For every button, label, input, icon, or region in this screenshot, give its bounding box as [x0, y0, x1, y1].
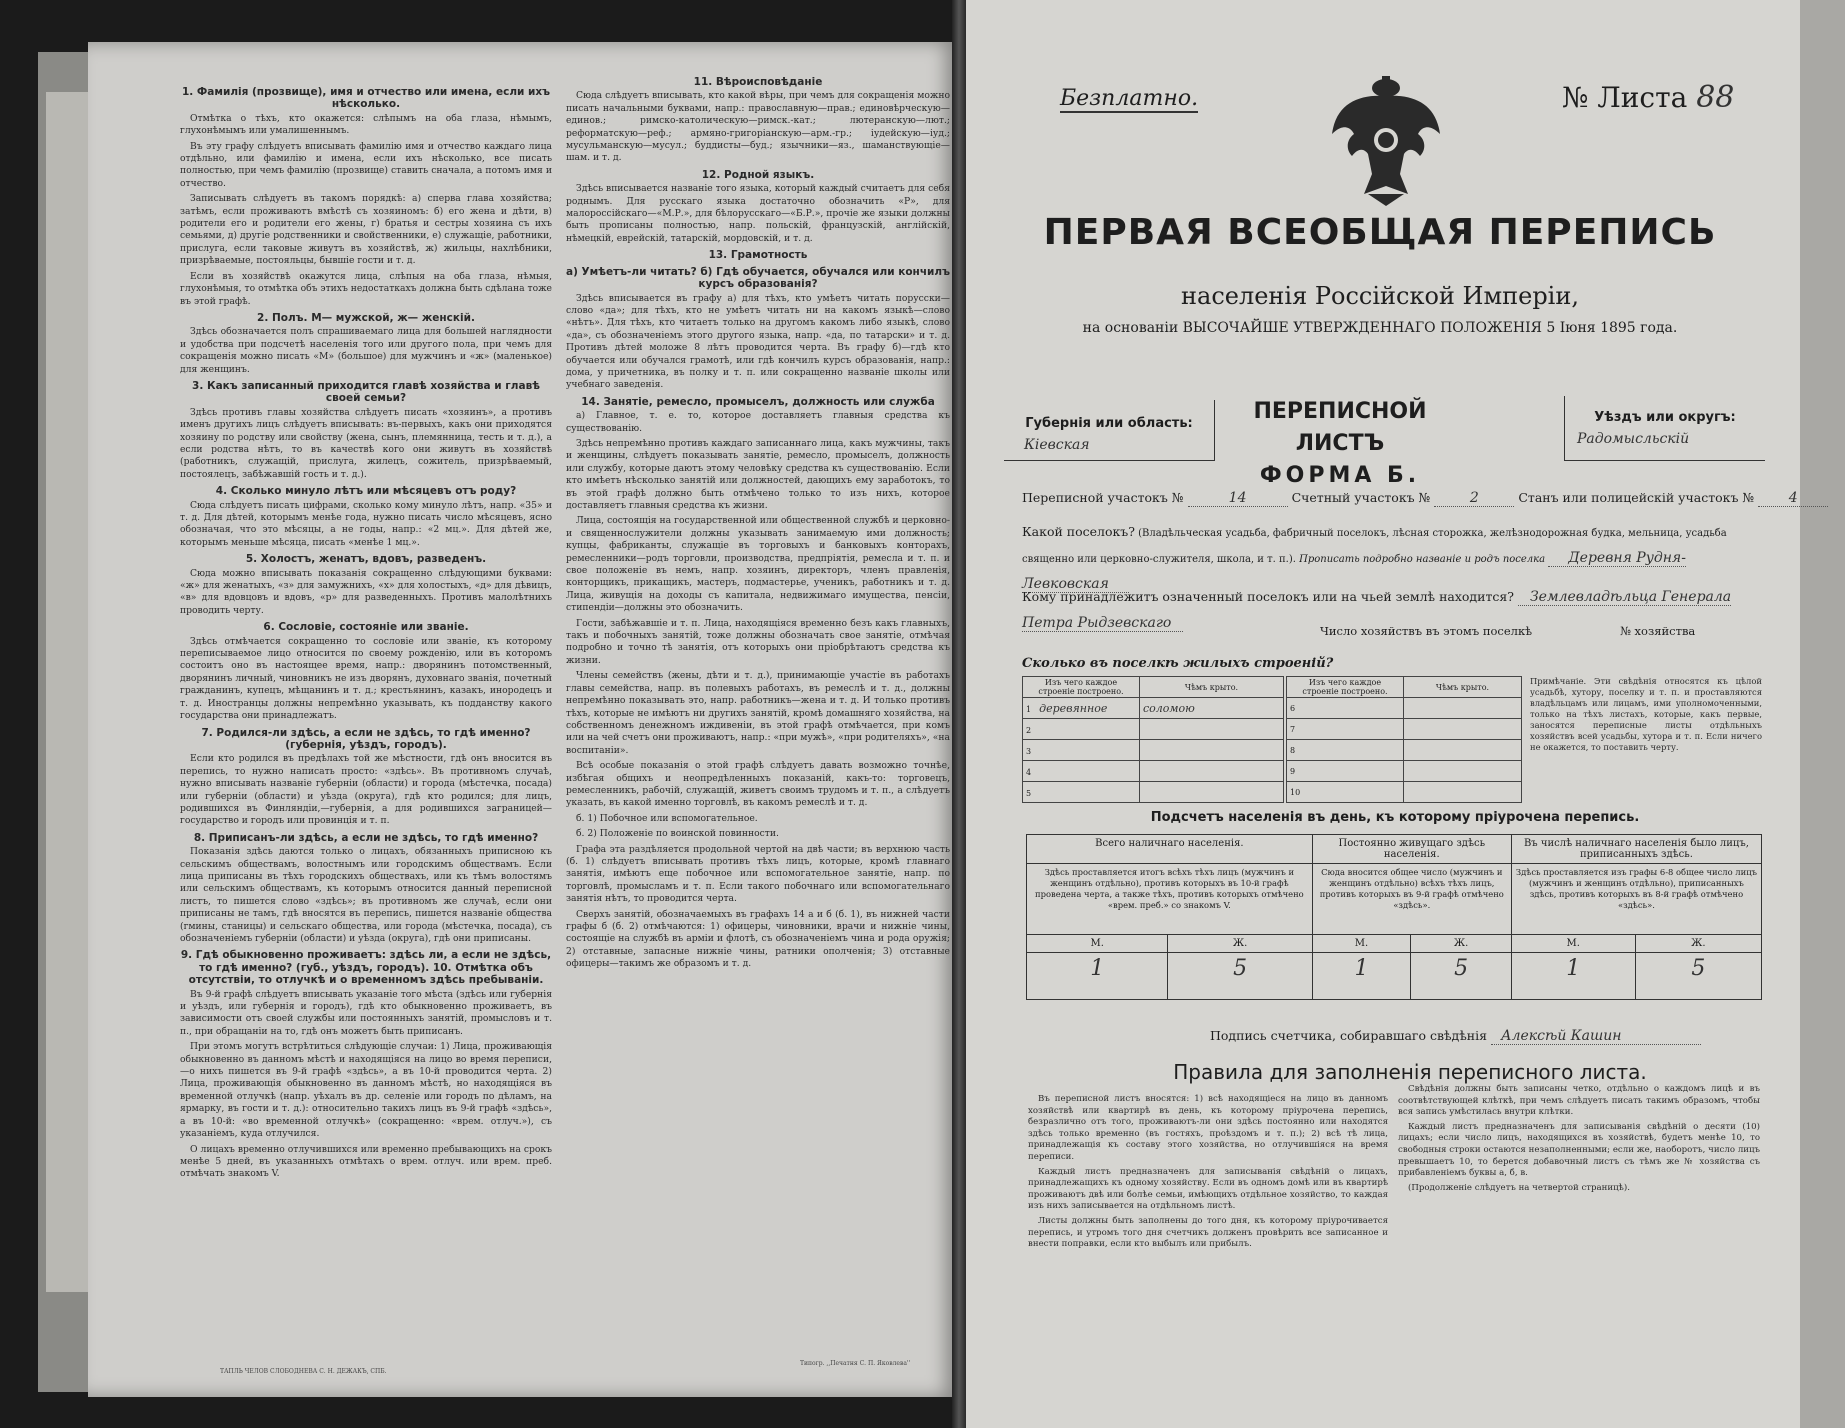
- pop-col-description: Сюда вносится общее число (мужчинъ и женщинъ отдѣльно) всѣхъ тѣхъ лицъ, противъ которыхъ въ 9-й графѣ отмѣчено «здѣсь».: [1312, 864, 1511, 935]
- table-header: [1027, 835, 1762, 864]
- paragraph: Сюда слѣдуетъ вписывать, кто какой вѣры, при чемъ для сокращенія можно писать начальными буквами, напр.: православную—прав.; единовѣрческую—единов.; римско-католическую—римск.-кат.; лютеранскую—лют.; реформатскую—реф.; армяно-григоріанскую—арм.-гр.; іудейскую—іуд.; мусульманскую—мусул.; буддисты—буд.; язычники—яз., шаманствующіе—шам. и т. д.: [566, 90, 950, 164]
- building-kind-cell[interactable]: [1023, 782, 1140, 803]
- instructions-column-b: [566, 72, 950, 974]
- gubernia-label: Губернія или область:: [1025, 416, 1193, 431]
- count-district-value[interactable]: 2: [1434, 490, 1514, 507]
- paragraph: Отмѣтка о тѣхъ, кто окажется: слѣпымъ на оба глаза, нѣмымъ, глухонѣмымъ или умалишеннымъ.: [180, 112, 552, 137]
- police-value[interactable]: 4: [1758, 490, 1828, 507]
- building-kind-cell[interactable]: [1023, 698, 1140, 719]
- form-title-line-2: ФОРМА Б.: [1259, 463, 1421, 488]
- female-count[interactable]: 5: [1411, 953, 1512, 1000]
- building-roof-cell[interactable]: [1404, 782, 1522, 803]
- paragraph: Здѣсь вписывается въ графу а) для тѣхъ, кто умѣетъ читать порусски—слово «да»; для тѣхъ, кто не умѣетъ читать ни на какомъ языкѣ—слово «нѣтъ». Для тѣхъ, кто читаетъ только на другомъ какомъ либо языкѣ, слово «да», съ обозначеніемъ этого другого языка, напр. «да, по татарски» и т. д. Противъ дѣтей моложе 8 лѣтъ проводится черта. Въ графу б)—гдѣ кто обучается или обучался грамотѣ, или гдѣ кончилъ курсъ образованія, напр.: дома, у причетника, въ полку и т. п. или сокращенно названіе школы или учебнаго заведенія.: [566, 292, 950, 391]
- row-number: 7: [1290, 724, 1296, 734]
- section-heading: 5. Холостъ, женатъ, вдовъ, разведенъ.: [245, 553, 487, 566]
- section-heading: 1. Фамилія (прозвище), имя и отчество или имена, если ихъ нѣсколько.: [181, 86, 551, 111]
- table-row: [1287, 740, 1522, 761]
- male-count[interactable]: 1: [1312, 953, 1411, 1000]
- building-kind-cell[interactable]: [1023, 740, 1140, 761]
- uezd-box: [1564, 396, 1765, 461]
- paragraph: Гости, забѣжавшіе и т. п. Лица, находящіяся временно безъ какъ главныхъ, такъ и побочныхъ занятій, тоже должны обозначать свое занятіе, отмѣчая подробно и точно тѣ занятія, отъ которыхъ они пріобрѣтаютъ средства къ жизни.: [566, 617, 950, 666]
- paragraph: Здѣсь обозначается полъ спрашиваемаго лица для большей наглядности и удобства при подсчетѣ населенія того или другого пола, при чемъ для сокращенія можно писать «М» (большое) для мужчинъ и «ж» (маленькое) для женщинъ.: [180, 326, 552, 375]
- building-roof-cell[interactable]: [1140, 719, 1284, 740]
- book-spine: [952, 0, 966, 1428]
- census-district-value[interactable]: 14: [1188, 490, 1288, 507]
- building-roof-cell[interactable]: [1140, 761, 1284, 782]
- building-kind-cell[interactable]: [1023, 761, 1140, 782]
- table-row: [1027, 935, 1762, 953]
- male-count[interactable]: 1: [1027, 953, 1168, 1000]
- sheet-number-handwritten: 88: [1696, 80, 1735, 115]
- rule-paragraph: Каждый листъ предназначенъ для записыванія свѣдѣній о лицахъ, принадлежащихъ къ одному хозяйству. Если въ одномъ домѣ или въ квартирѣ проживаютъ двѣ или болѣе семьи, имѣющихъ отдѣльное хозяйство, то каждая изъ нихъ записывается на отдѣльномъ листѣ.: [1028, 1166, 1388, 1212]
- section-heading: 8. Приписанъ-ли здѣсь, а если не здѣсь, то гдѣ именно?: [193, 831, 539, 844]
- paragraph: Сюда можно вписывать показанія сокращенно слѣдующими буквами: «ж» для женатыхъ, «з» для замужнихъ, «х» для холостыхъ, «д» для дѣвицъ, «в» для вдовцовъ и вдовъ, «р» для разведенныхъ. Противъ малолѣтнихъ проводить черту.: [180, 567, 552, 616]
- row-number: 6: [1290, 703, 1296, 713]
- paragraph: Здѣсь отмѣчается сокращенно то сословіе или званіе, къ которому переписываемое лицо относится по своему рожденію, или въ которомъ состоитъ оно въ настоящее время, напр.: дворянинъ потомственный, дворянинъ личный, чиновникъ не изъ дворянъ, духовнаго званія, почетный гражданинъ, купецъ, мѣщанинъ и т. д.; крестьянинъ, казакъ, инородецъ и т. д. Иностранцы должны непремѣнно указывать, къ подданству какого государства они принадлежатъ.: [180, 635, 552, 722]
- building-roof-cell[interactable]: [1140, 782, 1284, 803]
- paragraph: Здѣсь непремѣнно противъ каждаго записаннаго лица, какъ мужчины, такъ и женщины, слѣдуетъ показывать занятіе, ремесло, промыселъ, должность или службу, которые даютъ этому человѣку средства къ существованію. Если кто имѣетъ нѣсколько занятій или должностей, дающихъ ему заработокъ, то въ этой графѣ должно быть отмѣчено только то изъ нихъ, которое доставляетъ главныя средства къ жизни.: [566, 437, 950, 511]
- gubernia-box: [1004, 400, 1215, 461]
- uezd-value[interactable]: Радомысльскій: [1577, 431, 1690, 447]
- table-row: [1287, 782, 1522, 803]
- settlement-instruction: Прописать подробно названіе и родъ поселка: [1299, 554, 1546, 565]
- rules-right-column: [1398, 1084, 1760, 1197]
- rule-paragraph: (Продолженіе слѣдуетъ на четвертой страницѣ).: [1408, 1182, 1630, 1193]
- form-title: [1210, 396, 1470, 492]
- building-roof-cell[interactable]: [1404, 740, 1522, 761]
- pop-col-heading: Въ числѣ наличнаго населенія было лицъ, приписанныхъ здѣсь.: [1511, 835, 1761, 864]
- paragraph: а) Главное, т. е. то, которое доставляетъ главныя средства къ существованію.: [566, 410, 950, 434]
- male-label: М.: [1511, 935, 1635, 953]
- row-number: 9: [1290, 766, 1296, 776]
- sheet-number-label: № Листа: [1562, 81, 1688, 114]
- household-no-label: № хозяйства: [1620, 624, 1696, 638]
- printer-imprint-a: ТАПЛЬ ЧЕЛОВ СЛОБОДНЕВА С. Н. ДЕЖАКЪ, СПБ.: [220, 1368, 387, 1375]
- pop-col-heading: Постоянно живущаго здѣсь населенія.: [1312, 835, 1511, 864]
- paragraph: Здѣсь вписывается названіе того языка, который каждый считаетъ для себя роднымъ. Для русскаго языка достаточно обозначить «Р», для малороссійскаго—«М.Р.», для бѣлорусскаго—«Б.Р.», прочіе же языки должны быть прописаны полностью, напр. польскій, французскій, англійскій, нѣмецкій, еврейскій, татарскій, мордовскій, и т. д.: [566, 183, 950, 244]
- table-row: [1287, 698, 1522, 719]
- female-count[interactable]: 5: [1635, 953, 1761, 1000]
- paragraph: Показанія здѣсь даются только о лицахъ, обязанныхъ приписною къ сельскимъ обществамъ, волостнымъ или городскимъ обществамъ. Если лица приписаны въ тѣхъ городскихъ обществахъ, или къ тѣмъ волостямъ или сельскимъ обществамъ, къ которымъ относится данный переписной листъ, то пишется слово «здѣсь»; въ противномъ же случаѣ, если они приписаны не тамъ, гдѣ вносятся въ перепись, пишется названіе общества (гмины, станицы) и сельскаго общества, или города (мѣстечка, посада), съ обозначеніемъ губерніи (области) и уѣзда (округа), гдѣ они приписаны.: [180, 846, 552, 944]
- building-roof-cell[interactable]: [1404, 761, 1522, 782]
- paragraph: Лица, состоящія на государственной или общественной службѣ и церковно-и священнослужители должны указывать занимаемую ими должность; купцы, фабриканты, служащіе въ торговыхъ и банковыхъ конторахъ, ремесленники—родъ торговли, производства, предпріятія, ремесла и т. п. и свое положеніе въ немъ, напр. хозяинъ, директоръ, членъ правленія, конторщикъ, прикащикъ, мастеръ, подмастерье, ученикъ, работникъ и т. д. Лица, живущія на доходы съ капитала, недвижимаго имущества, пенсіи, стипендіи—должны это обозначить.: [566, 515, 950, 614]
- imperial-eagle-emblem: [1328, 74, 1444, 206]
- section-heading: 14. Занятіе, ремесло, промыселъ, должность или служба: [581, 395, 935, 408]
- printer-imprint-b: Типогр. ,,Печатня С. П. Яковлева'': [800, 1360, 911, 1367]
- buildings-label: Сколько въ поселкѣ жилыхъ строеній?: [1022, 656, 1334, 671]
- building-roof-cell[interactable]: [1404, 698, 1522, 719]
- paragraph: Ο лицахъ временно отлучившихся или временно пребывающихъ на срокъ менѣе 5 дней, въ указанныхъ отмѣтахъ о врем. отлуч. или врем. преб. отмѣчать знакомъ V.: [180, 1143, 552, 1180]
- row-number: 4: [1026, 767, 1032, 777]
- paragraph: Члены семействъ (жены, дѣти и т. д.), принимающіе участіе въ работахъ главы семейства, напр. въ полевыхъ работахъ, въ ремеслѣ и т. д., должны непремѣнно показывать это, напр. работникъ—жена и т. д. И только противъ тѣхъ, которые не имѣютъ ни другихъ занятій, кромѣ домашняго хозяйства, на собственномъ денежномъ иждивеніи, въ этой графѣ отмѣчается, при комъ или на чей счетъ они проживаютъ, напр.: «при мужѣ», «при родителяхъ», «на воспитаніи».: [566, 670, 950, 756]
- instructions-column-a: [180, 82, 552, 1184]
- rules-title: Правила для заполненія переписного листа.: [1173, 1060, 1647, 1084]
- paragraph: Всѣ особые показанія о этой графѣ слѣдуетъ давать возможно точнѣе, избѣгая общихъ и неопредѣленныхъ показаній, какъ-то: торговецъ, ремесленникъ, рабочій, служащій, живетъ своимъ трудомъ и т. п., а слѣдуетъ указать, въ какой именно торговлѣ, въ какомъ ремеслѣ и т. д.: [566, 760, 950, 809]
- census-district-label: Переписной участокъ №: [1022, 490, 1184, 505]
- rules-left-column: [1028, 1094, 1388, 1254]
- bld-head-roof-2: Чѣмъ крыто.: [1404, 677, 1522, 698]
- section-heading: 2. Полъ. М— мужской, ж— женскій.: [257, 311, 475, 324]
- right-page-stack-edge: [1800, 0, 1845, 1428]
- row-number: 10: [1290, 787, 1301, 797]
- bld-head-kind-2: Изъ чего каждое строеніе построено.: [1287, 677, 1404, 698]
- section-heading: 4. Сколько минуло лѣтъ или мѣсяцевъ отъ роду?: [215, 485, 517, 498]
- uezd-label: Уѣздъ или округъ:: [1594, 410, 1736, 425]
- building-roof-value: соломою: [1143, 701, 1195, 715]
- section-heading: а) Умѣетъ-ли читать? б) Гдѣ обучается, обучался или кончилъ курсъ образованія?: [566, 265, 950, 291]
- buildings-note: Примѣчаніе. Эти свѣдѣнія относятся къ цѣлой усадьбѣ, хутору, поселку и т. п. и проставляются владѣльцамъ или лицамъ, ими уполномоченными, только на тѣхъ листахъ, которые, какъ первые, заносятся переписные листы отдѣльныхъ хозяйствъ всей усадьбы, хутора и т. п. Если ничего не окажется, то поставить черту.: [1530, 676, 1762, 752]
- paragraph: Если въ хозяйствѣ окажутся лица, слѣпыя на оба глаза, нѣмыя, глухонѣмыя, то отмѣтка объ этихъ недостаткахъ должна быть сдѣлана тоже въ этой графѣ.: [180, 270, 552, 307]
- building-kind-cell[interactable]: [1023, 719, 1140, 740]
- section-heading: 13. Грамотность: [708, 249, 808, 262]
- table-row: [1023, 719, 1284, 740]
- paragraph: Въ 9-й графѣ слѣдуетъ вписывать указаніе того мѣста (здѣсь или губернія и уѣздъ, или губернія и городъ), гдѣ кто обыкновенно проживаетъ, въ зависимости отъ своей службы или постоянныхъ занятій, промысловъ и т. п., при обращаніи на то, гдѣ онъ можетъ быть приписанъ.: [180, 988, 552, 1037]
- section-heading: 12. Родной языкъ.: [701, 168, 815, 181]
- count-title: Подсчетъ населенія въ день, къ которому пріурочена перепись.: [1150, 810, 1640, 825]
- row-number: 8: [1290, 745, 1296, 755]
- section-heading: 3. Какъ записанный приходится главѣ хозяйства и главѣ своей семьи?: [192, 379, 540, 405]
- census-district-row: [1022, 490, 1828, 507]
- bld-head-kind: Изъ чего каждое строеніе построено.: [1023, 677, 1140, 698]
- signature-row: [1210, 1028, 1701, 1045]
- row-number: 3: [1026, 746, 1032, 756]
- section-heading: 6. Сословіе, состояніе или званіе.: [263, 621, 469, 634]
- paragraph: Записывать слѣдуетъ въ такомъ порядкѣ: а) сперва глава хозяйства; затѣмъ, если проживаютъ вмѣстѣ съ хозяиномъ: б) его жена и дѣти, в) родители его и родители его жены, г) братья и сестры хозяина съ ихъ семьями, д) другіе родственники и свойственники, е) служащіе, работники, прислуга, если таковые живутъ въ хозяйствѣ, ж) жильцы, нахлѣбники, призрѣваемые, постояльцы, бывшіе гости и т. д.: [180, 193, 552, 267]
- table-row: [1023, 698, 1284, 719]
- pop-col-description: Здѣсь проставляется изъ графы 6-8 общее число лицъ (мужчинъ и женщинъ отдѣльно), приписанныхъ здѣсь, противъ которыхъ въ 8-й графѣ отмѣчено «здѣсь».: [1511, 864, 1761, 935]
- row-number: 5: [1026, 788, 1032, 798]
- building-roof-cell[interactable]: [1140, 740, 1284, 761]
- row-number: 1: [1026, 704, 1032, 714]
- paragraph: Сверхъ занятій, обозначаемыхъ въ графахъ 14 а и б (б. 1), въ нижней части графы б (б. 2) отмѣчаются: 1) офицеры, чиновники, врачи и нижніе чины, состоящіе на службѣ въ армiи и флотѣ, съ обозначеніемъ чина и рода оружія; 2) отставные, запасные нижніе чины, ратники ополченія; 3) отставные офицеры—такимъ же образомъ и т. д.: [566, 908, 950, 970]
- female-label: Ж.: [1168, 935, 1312, 953]
- population-table: [1026, 834, 1762, 1000]
- form-title-line-1: ПЕРЕПИСНОЙ ЛИСТЪ: [1253, 399, 1427, 456]
- table-row: [1027, 864, 1762, 935]
- paragraph: Сюда слѣдуетъ писать цифрами, сколько кому минуло лѣтъ, напр. «35» и т. д. Для дѣтей, которымъ менѣе года, нужно писать число мѣсяцевъ, ясно обозначая, что это мѣсяцы, а не годы, напр.: «2 мц.». Для дѣтей же, которымъ меньше мѣсяца, писать «менѣе 1 мц.».: [180, 499, 552, 548]
- table-row: [1027, 953, 1762, 1000]
- settlement-label: Какой поселокъ?: [1022, 524, 1135, 539]
- rule-paragraph: Каждый листъ предназначенъ для записыванія свѣдѣній о десяти (10) лицахъ; если число лицъ, находящихся въ хозяйствѣ, будетъ менѣе 10, то свободныя строки остаются незаполненными; если же, наоборотъ, число лицъ превышаетъ 10, то берется добавочный листъ съ тѣмъ же № хозяйства съ прибавленіемъ буквы а, б, в.: [1398, 1121, 1760, 1179]
- paragraph: Если кто родился въ предѣлахъ той же мѣстности, гдѣ онъ вносится въ перепись, то нужно написать просто: «здѣсь». Въ противномъ случаѣ, нужно вписывать названіе губерніи (области) и города (мѣстечка, посада) или губерніи (области) и уѣзда (округа), гдѣ кто родился; для лицъ, родившихся въ Финляндіи,—губернія, а для родившихся заграницей—государство и городъ или провинція и т. п.: [180, 753, 552, 827]
- census-basis: на основаніи ВЫСОЧАЙШЕ УТВЕРЖДЕННАГО ПОЛОЖЕНІЯ 5 Іюня 1895 года.: [1082, 320, 1678, 336]
- building-kind-cell[interactable]: [1287, 740, 1404, 761]
- pop-col-description: Здѣсь проставляется итогъ всѣхъ тѣхъ лицъ (мужчинъ и женщинъ отдѣльно), противъ которыхъ въ 10-й графѣ проведена черта, а также тѣхъ, противъ которыхъ отмѣчено «врем. преб.» со знакомъ V.: [1027, 864, 1313, 935]
- paragraph: Въ эту графу слѣдуетъ вписывать фамилію имя и отчество каждаго лица отдѣльно, или фамилію и имена, если ихъ нѣсколько, все писать полностью, при чемъ фамилію (прозвище) ставить сначала, а потомъ имя и отчество.: [180, 140, 552, 189]
- census-subtitle: населенія Россійской Имперіи,: [1181, 282, 1579, 310]
- female-count[interactable]: 5: [1168, 953, 1312, 1000]
- table-row: [1023, 761, 1284, 782]
- male-label: М.: [1027, 935, 1168, 953]
- building-kind-cell[interactable]: [1287, 719, 1404, 740]
- female-label: Ж.: [1635, 935, 1761, 953]
- table-header: [1023, 677, 1284, 698]
- rule-paragraph: Свѣдѣнія должны быть записаны четко, отдѣльно о каждомъ лицѣ и въ соотвѣтствующей клѣткѣ, при чемъ слѣдуетъ писать такимъ образомъ, чтобы вся запись умѣстилась внутри клѣтки.: [1398, 1084, 1760, 1118]
- section-heading: 9. Гдѣ обыкновенно проживаетъ: здѣсь ли, а если не здѣсь, то гдѣ именно? (губ., уѣздъ, городъ). 10. Отмѣтка объ отсутствіи, то отлучкѣ и о временномъ здѣсь пребываніи.: [180, 949, 552, 987]
- table-row: [1287, 761, 1522, 782]
- paragraph: б. 2) Положеніе по воинской повинности.: [576, 828, 779, 840]
- gubernia-value[interactable]: Кіевская: [1024, 437, 1090, 453]
- building-roof-cell[interactable]: [1404, 719, 1522, 740]
- female-label: Ж.: [1411, 935, 1512, 953]
- paragraph: Здѣсь противъ главы хозяйства слѣдуетъ писать «хозяинъ», а противъ именъ другихъ лицъ слѣдуетъ вписывать: въ-первыхъ, какъ они приходятся хозяину по родству или свойству (жена, сынъ, племянница, тесть и т. д.), а если родства нѣтъ, то въ качествѣ кого они живутъ въ хозяйствѣ (работникъ, служащій, прислуга, жилецъ, сожитель, призрѣваемый, постоялецъ, забѣжавшій гость и т. д.).: [180, 406, 552, 480]
- male-count[interactable]: 1: [1511, 953, 1635, 1000]
- table-header: [1287, 677, 1522, 698]
- sheet-number: [1562, 80, 1734, 115]
- buildings-table-left: [1022, 676, 1284, 803]
- section-heading: 7. Родился-ли здѣсь, а если не здѣсь, то гдѣ именно? (губернія, уѣздъ, городъ).: [201, 726, 531, 751]
- table-row: [1023, 740, 1284, 761]
- building-roof-cell[interactable]: [1140, 698, 1284, 719]
- owner-value[interactable]: Землевладѣльца Генерала Петра Рыдзевскаго: [1022, 589, 1732, 631]
- table-row: [1023, 782, 1284, 803]
- owner-label: Кому принадлежитъ означенный поселокъ или на чьей землѣ находится?: [1022, 589, 1514, 604]
- paragraph: Графа эта раздѣляется продольной чертой на двѣ части; въ верхнюю часть (б. 1) слѣдуетъ вписывать противъ тѣхъ лицъ, которые, кромѣ главнаго занятія, имѣютъ еще побочное или вспомогательное занятіе, напр. по торговлѣ, промысламъ и т. п. Если такого побочнаго или вспомогательнаго занятія нѣтъ, то проводится черта.: [566, 843, 950, 905]
- settlement-hint: (Владѣльческая усадьба, фабричный поселокъ, лѣсная сторожка, желѣзнодорожная будка, мельница, усадьба священно или церковно-служителя, школа, и т. п.).: [1022, 528, 1727, 565]
- police-label: Станъ или полицейскій участокъ №: [1518, 490, 1755, 505]
- row-number: 2: [1026, 725, 1032, 735]
- rule-paragraph: Листы должны быть заполнены до того дня, къ которому пріурочивается перепись, и утромъ того дня счетчикъ долженъ провѣрить все записанное и внести поправки, если кто выбылъ или прибылъ.: [1028, 1215, 1388, 1250]
- households-label: Число хозяйствъ въ этомъ поселкѣ: [1320, 624, 1533, 638]
- building-kind-value: деревянное: [1039, 701, 1108, 715]
- census-title: ПЕРВАЯ ВСЕОБЩАЯ ПЕРЕПИСЬ: [1043, 212, 1717, 253]
- male-label: М.: [1312, 935, 1411, 953]
- free-label: Безплатно.: [1060, 86, 1199, 111]
- pop-col-heading: Всего наличнаго населенія.: [1027, 835, 1313, 864]
- building-kind-cell[interactable]: [1287, 698, 1404, 719]
- building-kind-cell[interactable]: [1287, 761, 1404, 782]
- bld-head-roof: Чѣмъ крыто.: [1140, 677, 1284, 698]
- count-district-label: Счетный участокъ №: [1291, 490, 1431, 505]
- settlement-value[interactable]: Деревня Рудня-Левковская: [1022, 550, 1686, 592]
- signature-value[interactable]: Алексѣй Кашин: [1491, 1028, 1701, 1045]
- section-heading: 11. Вѣроисповѣданіе: [693, 76, 823, 88]
- building-kind-cell[interactable]: [1287, 782, 1404, 803]
- rule-paragraph: Въ переписной листъ вносятся: 1) всѣ находящіеся на лицо въ данномъ хозяйствѣ или квартирѣ въ день, къ которому пріурочена перепись, безразлично отъ того, проживаютъ-ли они здѣсь постоянно или находятся здѣсь только временно (въ гостяхъ, проѣздомъ и т. п.); 2) всѣ тѣ лица, принадлежащія къ составу этого хозяйства, но отлучившіяся на время переписи.: [1028, 1094, 1388, 1162]
- paragraph: При этомъ могутъ встрѣтиться слѣдующіе случаи: 1) Лица, проживающія обыкновенно въ данномъ мѣстѣ и находящіяся на лицо во время переписи,—о нихъ пишется въ 9-й графѣ «здѣсь», а въ 10-й проводится черта. 2) Лица, проживающія обыкновенно въ данномъ мѣстѣ, но находящіяся въ временной отлучкѣ (напр. уѣхалъ въ др. селеніе или городъ по дѣламъ, на ярмарку, въ гости и т. д.): относительно такихъ лицъ въ 9-й графѣ «здѣсь», а въ 10-й: «во временной отлучкѣ» (сокращенно: «врем. отлуч.»), съ указаніемъ, куда отлучился.: [180, 1041, 552, 1140]
- paragraph: б. 1) Побочное или вспомогательное.: [576, 812, 758, 824]
- buildings-table-right: [1286, 676, 1522, 803]
- table-row: [1287, 719, 1522, 740]
- signature-label: Подпись счетчика, собиравшаго свѣдѣнія: [1210, 1028, 1487, 1043]
